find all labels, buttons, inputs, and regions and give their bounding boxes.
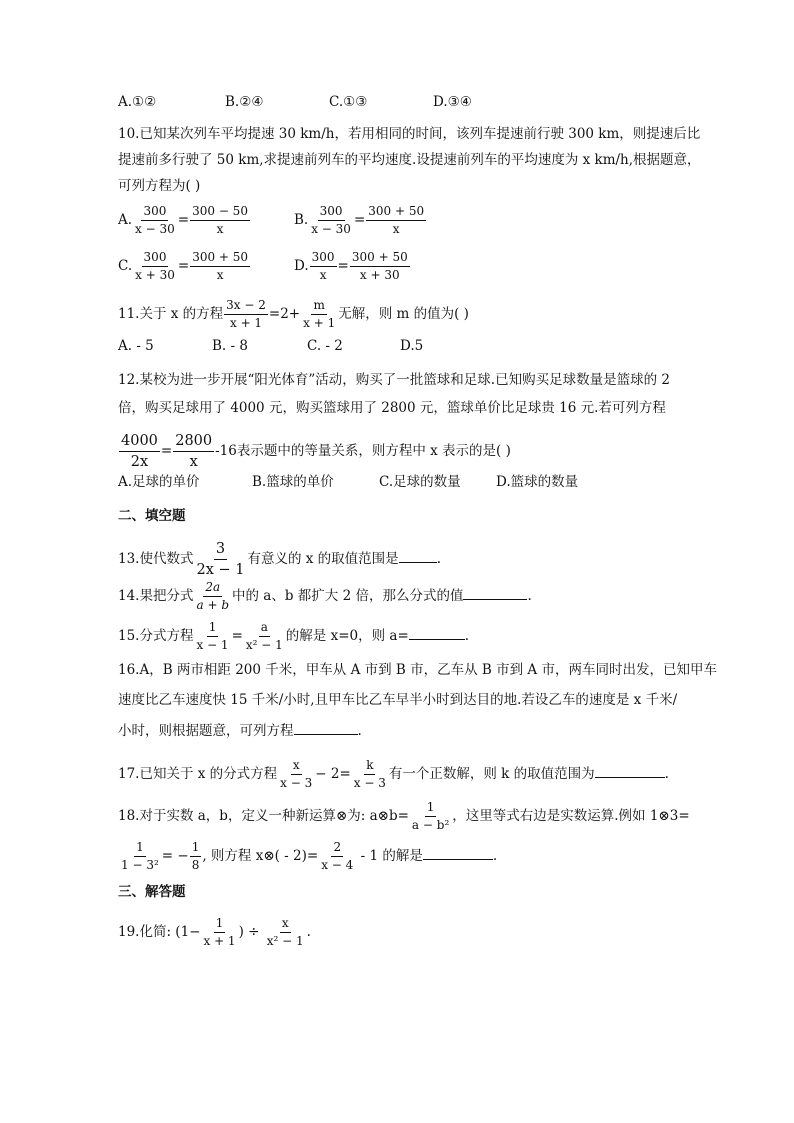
- fraction: $\frac{300 + 50}{x}$: [368, 204, 425, 236]
- q9-option-a: A.①②: [118, 94, 157, 110]
- q10-line-2: 提速前多行驶了 50 km,求提速前列车的平均速度.设提速前列车的平均速度为 x km/h,根据题意，: [118, 152, 701, 168]
- q11-option-d: D.5: [400, 338, 424, 354]
- fraction: $\frac{300}{x - 30}$: [311, 204, 351, 236]
- fraction: $\frac{x}{x - 3}$: [280, 758, 313, 790]
- q10-option-a: A. $\frac{300}{x - 30}$ = $\frac{300 - 50}{x}$: [118, 204, 248, 236]
- answer-blank[interactable]: [399, 548, 437, 563]
- q9-option-b: B.②④: [225, 94, 264, 110]
- answer-blank[interactable]: [595, 763, 665, 778]
- fraction: $\frac{1}{x - 1}$: [196, 620, 229, 652]
- q10-option-c: C. $\frac{300}{x + 30}$ = $\frac{300 + 50}{x}$: [118, 250, 249, 282]
- q12-option-a: A.足球的单价: [118, 474, 200, 490]
- section-heading-fill-in: 二、填空题: [118, 508, 186, 524]
- q9-option-c: C.①③: [329, 94, 368, 110]
- fraction: $\frac{300 - 50}{x}$: [192, 204, 248, 236]
- fraction: $\frac{k}{x - 3}$: [353, 758, 386, 790]
- q17-stem: 17.已知关于 x 的分式方程 $\frac{x}{x - 3}$ − 2= $\frac{k}{x - 3}$ 有一个正数解，则 k 的取值范围为 .: [118, 758, 669, 790]
- q12-line-1: 12.某校为进一步开展“阳光体育”活动，购买了一批篮球和足球.已知购买足球数量是篮球的 2: [118, 372, 670, 388]
- fraction: $\frac{3}{2x - 1}$: [196, 541, 245, 578]
- q9-option-d: D.③④: [433, 94, 472, 110]
- answer-blank[interactable]: [294, 720, 358, 735]
- q16-line-2: 速度比乙车速度快 15 千米/小时,且甲车比乙车早半小时到达目的地.若设乙车的速度是 x 千米/: [118, 692, 678, 708]
- q15-stem: 15.分式方程 $\frac{1}{x - 1}$ = $\frac{a}{\text{x² − 1}}$ 的解是 x=0，则 a= .: [118, 620, 470, 652]
- q10-line-3: 可列方程为( ): [118, 178, 201, 194]
- fraction: $\frac{300 + 50}{x + 30}$: [351, 250, 408, 282]
- q12-line-3: $\frac{4000}{2x}$ = $\frac{2800}{x}$ -16表示题中的等量关系，则方程中 x 表示的是( ): [121, 433, 511, 470]
- fraction: $\frac{x}{\text{x² − 1}}$: [266, 916, 304, 948]
- answer-blank[interactable]: [463, 585, 527, 600]
- fraction: $\frac{1}{x + 1}$: [203, 916, 236, 948]
- q10-option-d: D. $\frac{300}{x}$ = $\frac{300 + 50}{x + 30}$: [294, 250, 408, 282]
- fraction: $\frac{m}{x + 1}$: [303, 298, 336, 330]
- answer-blank[interactable]: [409, 625, 465, 640]
- q11-option-c: C. - 2: [307, 338, 343, 354]
- fraction: $\frac{300}{x + 30}$: [135, 250, 175, 282]
- answer-blank[interactable]: [423, 845, 493, 860]
- fraction: $\frac{300 + 50}{x}$: [192, 250, 249, 282]
- q16-line-3: 小时，则根据题意，可列方程 .: [118, 720, 362, 741]
- fraction: $\frac{4000}{2x}$: [121, 433, 158, 470]
- fraction: $\frac{2800}{x}$: [175, 433, 213, 470]
- q16-line-1: 16.A，B 两市相距 200 千米，甲车从 A 市到 B 市，乙车从 B 市到 A 市，两车同时出发，已知甲车: [118, 662, 717, 678]
- fraction: $\frac{2}{x - 4}$: [321, 840, 354, 872]
- fraction: $\frac{a}{\text{x² − 1}}$: [245, 620, 283, 652]
- fraction: $\frac{1}{\text{a − b²}}$: [411, 800, 450, 832]
- q11-stem: 11.关于 x 的方程 $\frac{3x - 2}{x + 1}$ =2+ $\frac{m}{x + 1}$ 无解，则 m 的值为( ): [118, 298, 469, 330]
- q12-line-2: 倍，购买足球用了 4000 元，购买篮球用了 2800 元，篮球单价比足球贵 16 元.若可列方程: [118, 400, 666, 416]
- fraction: $\frac{300}{x}$: [311, 250, 335, 282]
- q12-option-b: B.篮球的单价: [252, 474, 334, 490]
- q18-line-1: 18.对于实数 a，b，定义一种新运算⊗为: a⊗b= $\frac{1}{\text{a − b²}}$ ，这里等式右边是实数运算.例如 1⊗3=: [118, 800, 690, 832]
- section-heading-solve: 三、解答题: [118, 884, 186, 900]
- fraction: $\frac{300}{x - 30}$: [135, 204, 175, 236]
- q12-option-c: C.足球的数量: [379, 474, 461, 490]
- q10-option-b: B. $\frac{300}{x - 30}$ = $\frac{300 + 50}{x}$: [294, 204, 425, 236]
- q13-stem: 13.使代数式 $\frac{3}{2x - 1}$ 有意义的 x 的取值范围是 .: [118, 541, 441, 578]
- fraction: $\frac{2a}{a + b}$: [196, 580, 230, 612]
- fraction: $\frac{1}{8}$: [191, 840, 200, 872]
- q11-option-a: A. - 5: [118, 338, 154, 354]
- q10-line-1: 10.已知某次列车平均提速 30 km/h，若用相同的时间，该列车提速前行驶 300 km，则提速后比: [118, 126, 701, 142]
- q12-option-d: D.篮球的数量: [496, 474, 579, 490]
- q11-option-b: B. - 8: [212, 338, 248, 354]
- q19-stem: 19.化简: (1− $\frac{1}{x + 1}$ ) ÷ $\frac{x}{\text{x² − 1}}$ .: [118, 916, 311, 948]
- fraction: $\frac{1}{\text{1 − 3²}}$: [121, 840, 159, 872]
- q14-stem: 14.果把分式 $\frac{2a}{a + b}$ 中的 a、b 都扩大 2 倍，那么分式的值 .: [118, 580, 532, 612]
- fraction: $\frac{3x - 2}{x + 1}$: [226, 298, 266, 330]
- q18-line-2: $\frac{1}{\text{1 − 3²}}$ = − $\frac{1}{8}$ , 则方程 x⊗( - 2)= $\frac{2}{x - 4}$ - 1 的解是 .: [121, 840, 498, 872]
